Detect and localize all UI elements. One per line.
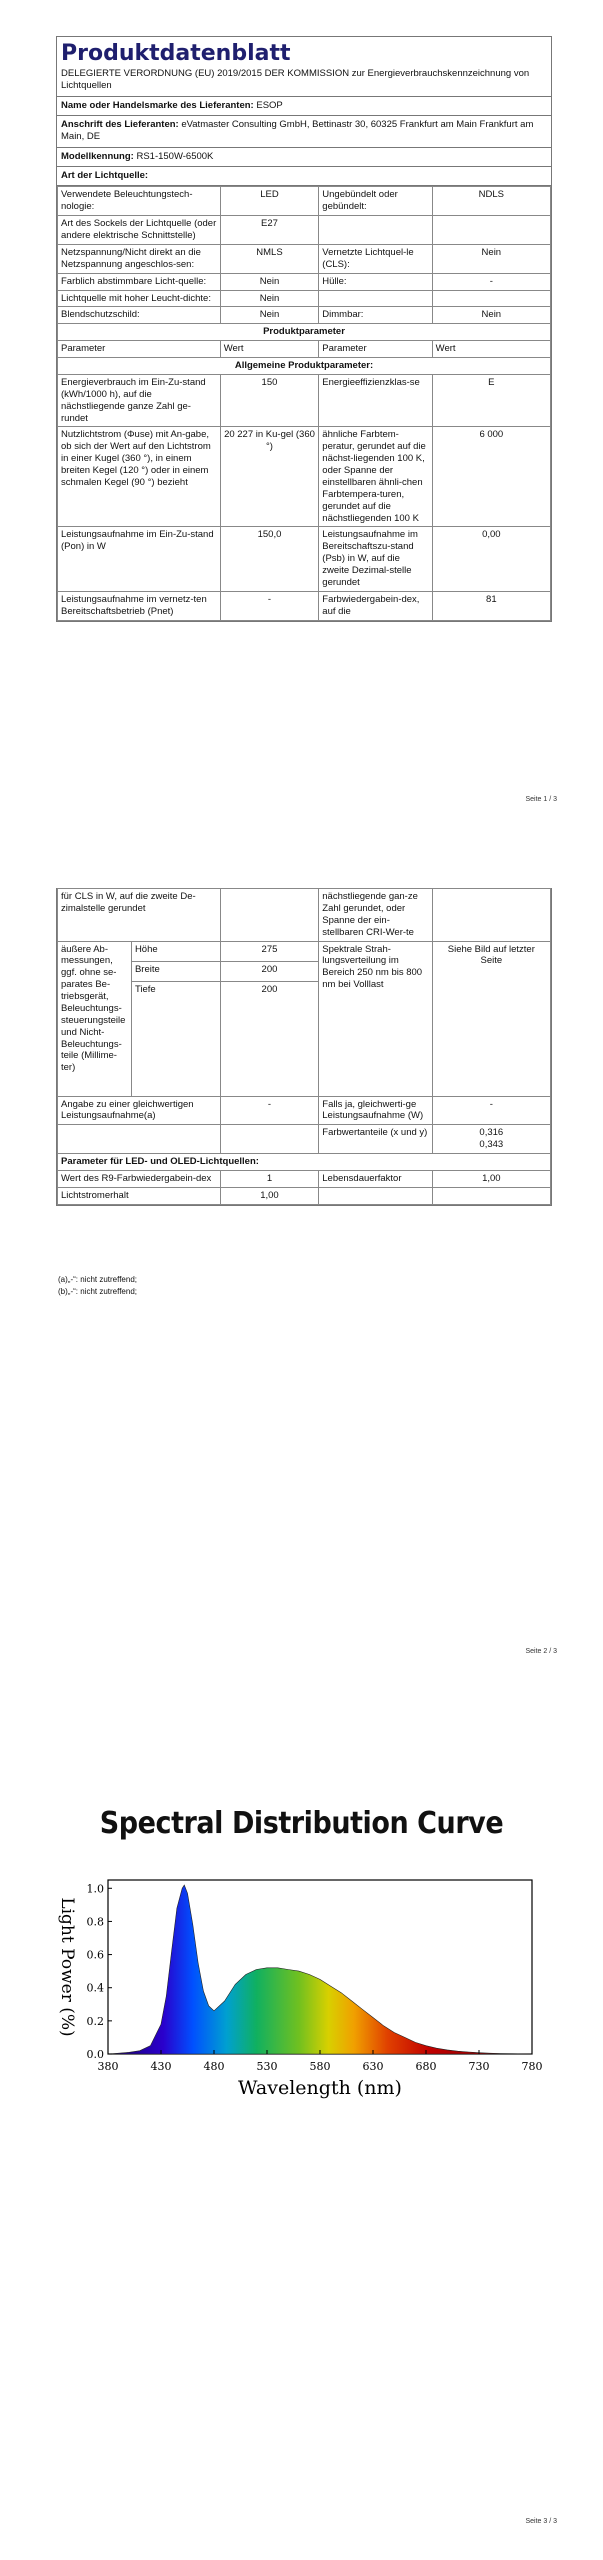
- supplier-name-row: [57, 97, 551, 116]
- y-tick-label: 1.0: [86, 1882, 104, 1896]
- gp-cell: Nutzlichtstrom (Φuse) mit An-gabe, ob sich der Wert auf den Lichtstrom in einer Kugel (360 °), in einem breiten Kegel (120 °) oder in einem schmalen Kegel (90 °) bezieht: [58, 427, 221, 527]
- spectral-value: Siehe Bild auf letzter Seite: [432, 941, 550, 1096]
- ls-cell: Hülle:: [319, 273, 432, 290]
- gp-cell: 150: [220, 374, 319, 427]
- gp-cell: 20 227 in Ku-gel (360 °): [220, 427, 319, 527]
- table-row: [58, 889, 551, 942]
- cont-value: [220, 889, 319, 942]
- empty-cell: [319, 1187, 432, 1204]
- gp-cell: Energieeffizienzklas-se: [319, 374, 432, 427]
- gp-cell: 150,0: [220, 527, 319, 591]
- x-tick-label: 630: [362, 2060, 384, 2073]
- table-row: [58, 307, 551, 324]
- model-value: RS1-150W-6500K: [136, 150, 214, 162]
- spectrum-area: [108, 1885, 532, 2054]
- x-axis-label: Wavelength (nm): [238, 2077, 402, 2099]
- ls-cell: Ungebündelt oder gebündelt:: [319, 187, 432, 216]
- ls-cell: [319, 290, 432, 307]
- maint-label: Lichtstromerhalt: [58, 1187, 221, 1204]
- gp-cell: Farbwiedergabein-dex, auf die: [319, 591, 432, 620]
- color-label: Farbwertanteile (x und y): [319, 1125, 432, 1154]
- ls-cell: Nein: [432, 244, 550, 273]
- ls-cell: Art des Sockels der Lichtquelle (oder andere elektrische Schnittstelle): [58, 216, 221, 245]
- cont-param-right: nächstliegende gan-ze Zahl gerundet, oder Spanne der ein-stellbaren CRI-Wer-te: [319, 889, 432, 942]
- gp-cell: ähnliche Farbtem-peratur, gerundet auf die nächst-liegenden 100 K, oder Spanne der einstellbaren ähnli-chen Farbtempera-turen, gerundet auf die nächstliegenden 100 K: [319, 427, 432, 527]
- spectral-label: Spektrale Strah-lungsverteilung im Bereich 250 nm bis 800 nm bei Volllast: [319, 941, 432, 1096]
- gp-cell: 6 000: [432, 427, 550, 527]
- x-tick-label: 430: [150, 2060, 172, 2073]
- col-header-1: Parameter: [58, 341, 221, 358]
- ls-cell: Nein: [220, 273, 319, 290]
- supplier-address-row: [57, 116, 551, 148]
- dim-height-value: 275: [220, 941, 319, 961]
- general-params-header: Allgemeine Produktparameter:: [58, 358, 551, 375]
- y-tick-label: 0.2: [86, 2014, 104, 2028]
- equiv-value: -: [220, 1096, 319, 1125]
- regulation-subtitle: DELEGIERTE VERORDNUNG (EU) 2019/2015 DER KOMMISSION zur Energieverbrauchskennzeichnung von Lichtquellen: [57, 68, 551, 97]
- table-row: [58, 187, 551, 216]
- table-row: [58, 941, 551, 961]
- ls-cell: [319, 216, 432, 245]
- table-row: [58, 374, 551, 427]
- x-tick-label: 780: [521, 2060, 543, 2073]
- page-number-2: Seite 2 / 3: [525, 1648, 557, 1655]
- ls-cell: [432, 216, 550, 245]
- x-tick-label: 480: [203, 2060, 225, 2073]
- gp-cell: E: [432, 374, 550, 427]
- dim-width-value: 200: [220, 961, 319, 981]
- footnote-b: (b)„-“: nicht zutreffend;: [58, 1287, 137, 1296]
- ls-cell: Vernetzte Lichtquel-le (CLS):: [319, 244, 432, 273]
- color-value: 0,316 0,343: [432, 1125, 550, 1154]
- life-label: Lebensdauerfaktor: [319, 1170, 432, 1187]
- footnote-a: (a)„-“: nicht zutreffend;: [58, 1275, 137, 1284]
- y-axis-label: Light Power (%): [57, 1897, 77, 2037]
- model-row: [57, 148, 551, 167]
- chart-title: Spectral Distribution Curve: [99, 1806, 504, 1841]
- product-params-header: Produktparameter: [58, 324, 551, 341]
- empty-cell: [432, 1187, 550, 1204]
- led-params-header: Parameter für LED- und OLED-Lichtquellen:: [58, 1154, 551, 1171]
- table-row: [58, 1125, 551, 1154]
- ls-cell: E27: [220, 216, 319, 245]
- supplier-name: ESOP: [256, 99, 283, 111]
- ls-cell: Blendschutzschild:: [58, 307, 221, 324]
- light-source-header-label: Art der Lichtquelle:: [61, 170, 149, 182]
- dim-depth-value: 200: [220, 981, 319, 1096]
- table-row: [58, 244, 551, 273]
- table-row: [58, 527, 551, 591]
- table-row: [58, 290, 551, 307]
- ls-cell: Verwendete Beleuchtungstech-nologie:: [58, 187, 221, 216]
- life-value: 1,00: [432, 1170, 550, 1187]
- model-label: Modellkennung:: [61, 150, 134, 162]
- dim-depth-label: Tiefe: [131, 981, 220, 1096]
- equiv-label: Angabe zu einer gleichwertigen Leistungsaufnahme(a): [58, 1096, 221, 1125]
- cont-param: für CLS in W, auf die zweite De-zimalstelle gerundet: [58, 889, 221, 942]
- supplier-address-label: Anschrift des Lieferanten:: [61, 119, 179, 131]
- r9-label: Wert des R9-Farbwiedergabein-dex: [58, 1170, 221, 1187]
- supplier-name-label: Name oder Handelsmarke des Lieferanten:: [61, 99, 254, 111]
- supplier-address: eVatmaster Consulting GmbH, Bettinastr 30, 60325 Frankfurt am Main Frankfurt am Main, DE: [61, 119, 534, 143]
- ls-cell: Nein: [220, 290, 319, 307]
- col-header-3: Parameter: [319, 341, 432, 358]
- ls-cell: Lichtquelle mit hoher Leucht-dichte:: [58, 290, 221, 307]
- ls-cell: Farblich abstimmbare Licht-quelle:: [58, 273, 221, 290]
- ls-cell: -: [432, 273, 550, 290]
- r9-value: 1: [220, 1170, 319, 1187]
- dim-width-label: Breite: [131, 961, 220, 981]
- ls-cell: Nein: [220, 307, 319, 324]
- spectral-chart: [0, 1858, 603, 2118]
- ls-cell: LED: [220, 187, 319, 216]
- ls-cell: NDLS: [432, 187, 550, 216]
- x-tick-label: 580: [309, 2060, 331, 2073]
- empty-cell: [220, 1125, 319, 1154]
- dim-height-label: Höhe: [131, 941, 220, 961]
- ls-cell: [432, 290, 550, 307]
- page-1: [0, 0, 603, 850]
- footnotes: [58, 1274, 137, 1298]
- datasheet-frame-1: [56, 36, 552, 622]
- table-row: [58, 1170, 551, 1187]
- light-source-header: [57, 167, 551, 186]
- light-source-table: [57, 186, 551, 620]
- empty-cell: [58, 1125, 221, 1154]
- page-number-1: Seite 1 / 3: [525, 796, 557, 803]
- equiv-right-label: Falls ja, gleichwerti-ge Leistungsaufnahme (W): [319, 1096, 432, 1125]
- page-title: Produktdatenblatt: [61, 41, 291, 66]
- y-tick-label: 0.0: [86, 2048, 104, 2061]
- gp-cell: -: [220, 591, 319, 620]
- params-table-continued: [57, 888, 551, 1205]
- gp-cell: Leistungsaufnahme im vernetz-ten Bereitschaftsbetrieb (Pnet): [58, 591, 221, 620]
- page-3: [0, 1700, 603, 2560]
- page-2: [0, 850, 603, 1700]
- ls-cell: Dimmbar:: [319, 307, 432, 324]
- cont-value-right: [432, 889, 550, 942]
- table-row: [58, 427, 551, 527]
- maint-value: 1,00: [220, 1187, 319, 1204]
- table-row: [58, 1187, 551, 1204]
- dimensions-label: äußere Ab-messungen, ggf. ohne se-parates Be-triebsgerät, Beleuchtungs-steuerungsteile und Nicht-Beleuchtungs-teile (Millime-ter): [58, 941, 132, 1096]
- gp-cell: Energieverbrauch im Ein-Zu-stand (kWh/1000 h), auf die nächstliegende ganze Zahl ge-rundet: [58, 374, 221, 427]
- y-tick-label: 0.4: [86, 1981, 104, 1995]
- col-header-4: Wert: [432, 341, 550, 358]
- x-tick-label: 680: [415, 2060, 437, 2073]
- datasheet-frame-2: [56, 888, 552, 1206]
- table-row: [58, 591, 551, 620]
- y-tick-label: 0.8: [86, 1915, 104, 1929]
- equiv-right-value: -: [432, 1096, 550, 1125]
- gp-cell: 81: [432, 591, 550, 620]
- x-tick-label: 530: [256, 2060, 278, 2073]
- col-header-2: Wert: [220, 341, 319, 358]
- x-tick-label: 730: [468, 2060, 490, 2073]
- x-tick-label: 380: [97, 2060, 119, 2073]
- table-row: [58, 216, 551, 245]
- page-number-3: Seite 3 / 3: [525, 2518, 557, 2525]
- y-tick-label: 0.6: [86, 1948, 104, 1962]
- gp-cell: Leistungsaufnahme im Ein-Zu-stand (Pon) in W: [58, 527, 221, 591]
- ls-cell: Netzspannung/Nicht direkt an die Netzspannung angeschlos-sen:: [58, 244, 221, 273]
- gp-cell: Leistungsaufnahme im Bereitschaftszu-stand (Psb) in W, auf die zweite Dezimal-stelle gerundet: [319, 527, 432, 591]
- gp-cell: 0,00: [432, 527, 550, 591]
- ls-cell: Nein: [432, 307, 550, 324]
- table-row: [58, 1096, 551, 1125]
- ls-cell: NMLS: [220, 244, 319, 273]
- table-row: [58, 273, 551, 290]
